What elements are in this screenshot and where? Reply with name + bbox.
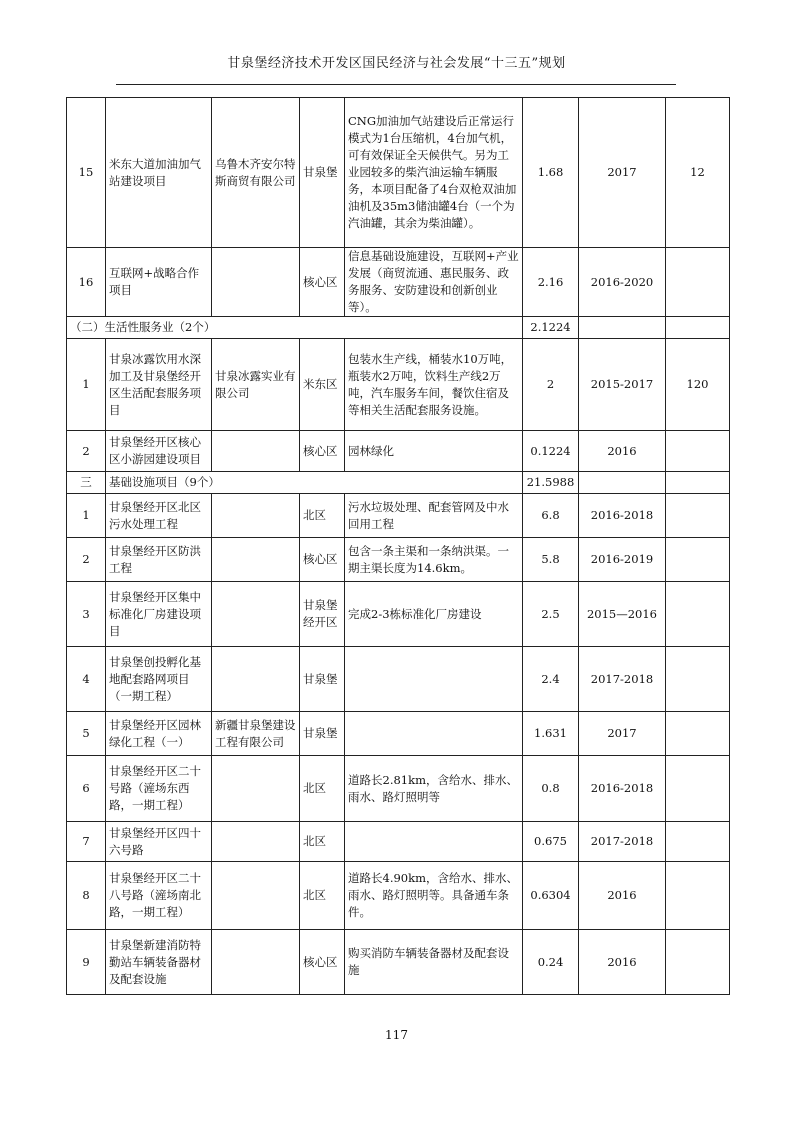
cell-company <box>212 248 300 317</box>
cell-company <box>212 822 300 862</box>
cell-period: 2017-2018 <box>579 647 666 712</box>
cell-project-name: 甘泉堡经开区二十八号路（滻场南北路，一期工程） <box>106 862 212 930</box>
cell-extra <box>666 647 730 712</box>
cell-project-name: 互联网+战略合作项目 <box>106 248 212 317</box>
cell-content: 完成2-3栋标准化厂房建设 <box>345 582 523 647</box>
cell-section-label: （二）生活性服务业（2个） <box>67 317 523 339</box>
cell-investment: 2.5 <box>523 582 579 647</box>
cell-number: 16 <box>67 248 106 317</box>
header-divider <box>116 84 676 85</box>
cell-period: 2016-2018 <box>579 756 666 822</box>
cell-location: 甘泉堡 <box>300 712 345 756</box>
cell-location: 核心区 <box>300 248 345 317</box>
cell-number: 8 <box>67 862 106 930</box>
cell-location: 核心区 <box>300 431 345 472</box>
cell-content <box>345 647 523 712</box>
cell-investment: 0.24 <box>523 930 579 995</box>
cell-content: 信息基础设施建设，互联网+产业发展（商贸流通、惠民服务、政务服务、安防建设和创新创业等）。 <box>345 248 523 317</box>
cell-number: 2 <box>67 431 106 472</box>
cell-content: 道路长2.81km，含给水、排水、雨水、路灯照明等 <box>345 756 523 822</box>
table-row <box>67 538 730 582</box>
cell-project-name: 甘泉堡新建消防特勤站车辆装备器材及配套设施 <box>106 930 212 995</box>
cell-extra <box>666 930 730 995</box>
cell-investment: 0.675 <box>523 822 579 862</box>
cell-location: 甘泉堡 <box>300 98 345 248</box>
cell-investment: 2 <box>523 339 579 431</box>
cell-period: 2015-2017 <box>579 339 666 431</box>
cell-content <box>345 712 523 756</box>
cell-extra: 12 <box>666 98 730 248</box>
cell-number: 5 <box>67 712 106 756</box>
cell-period: 2017 <box>579 98 666 248</box>
table-row <box>67 431 730 472</box>
cell-company <box>212 647 300 712</box>
cell-project-name: 甘泉堡经开区防洪工程 <box>106 538 212 582</box>
cell-company <box>212 930 300 995</box>
cell-content: 包装水生产线，桶装水10万吨，瓶装水2万吨，饮料生产线2万吨，汽车服务车间，餐饮住宿及等相关生活配套服务设施。 <box>345 339 523 431</box>
cell-project-name: 甘泉冰露饮用水深加工及甘泉堡经开区生活配套服务项目 <box>106 339 212 431</box>
cell-extra <box>666 538 730 582</box>
cell-company <box>212 538 300 582</box>
cell-company <box>212 582 300 647</box>
cell-location: 北区 <box>300 756 345 822</box>
section-row <box>67 472 730 494</box>
cell-extra <box>666 712 730 756</box>
cell-extra <box>666 582 730 647</box>
cell-extra <box>666 822 730 862</box>
cell-extra: 120 <box>666 339 730 431</box>
table-row <box>67 756 730 822</box>
page-number: 117 <box>385 1028 408 1042</box>
cell-location: 北区 <box>300 494 345 538</box>
cell-period: 2015—2016 <box>579 582 666 647</box>
cell-number: 1 <box>67 494 106 538</box>
cell-project-name: 甘泉堡经开区北区污水处理工程 <box>106 494 212 538</box>
cell-section-investment: 2.1224 <box>523 317 579 339</box>
cell-project-name: 甘泉堡经开区二十号路（滻场东西路，一期工程） <box>106 756 212 822</box>
table-row <box>67 248 730 317</box>
cell-company <box>212 431 300 472</box>
cell-period: 2016 <box>579 431 666 472</box>
cell-project-name: 甘泉堡经开区园林绿化工程（一） <box>106 712 212 756</box>
cell-content: 污水垃圾处理、配套管网及中水回用工程 <box>345 494 523 538</box>
cell-number: 2 <box>67 538 106 582</box>
cell-content: 包含一条主渠和一条纳洪渠。一期主渠长度为14.6km。 <box>345 538 523 582</box>
cell-location: 北区 <box>300 862 345 930</box>
table-row <box>67 647 730 712</box>
cell-content: 购买消防车辆装备器材及配套设施 <box>345 930 523 995</box>
cell-investment: 2.4 <box>523 647 579 712</box>
table-row <box>67 98 730 248</box>
cell-location: 甘泉堡 <box>300 647 345 712</box>
cell-empty <box>666 472 730 494</box>
cell-company: 乌鲁木齐安尔特斯商贸有限公司 <box>212 98 300 248</box>
cell-location: 核心区 <box>300 538 345 582</box>
cell-project-name: 甘泉堡经开区四十六号路 <box>106 822 212 862</box>
project-table-body <box>67 98 730 995</box>
cell-period: 2016-2018 <box>579 494 666 538</box>
table-row <box>67 712 730 756</box>
cell-project-name: 甘泉堡创投孵化基地配套路网项目（一期工程） <box>106 647 212 712</box>
cell-investment: 0.8 <box>523 756 579 822</box>
page-header-title: 甘泉堡经济技术开发区国民经济与社会发展“十三五”规划 <box>227 56 566 71</box>
cell-period: 2016-2020 <box>579 248 666 317</box>
cell-location: 核心区 <box>300 930 345 995</box>
cell-number: 15 <box>67 98 106 248</box>
cell-number: 4 <box>67 647 106 712</box>
cell-investment: 0.1224 <box>523 431 579 472</box>
table-row <box>67 862 730 930</box>
cell-content: CNG加油加气站建设后正常运行模式为1台压缩机，4台加气机，可有效保证全天候供气。另为工业园较多的柴汽油运输车辆服务，本项目配备了4台双枪双油加油机及35m3储油罐4台（一个为汽油罐，其余为柴油罐）。 <box>345 98 523 248</box>
cell-empty <box>579 317 666 339</box>
cell-content: 园林绿化 <box>345 431 523 472</box>
cell-extra <box>666 494 730 538</box>
cell-project-name: 甘泉堡经开区核心区小游园建设项目 <box>106 431 212 472</box>
project-table <box>66 97 730 995</box>
cell-investment: 5.8 <box>523 538 579 582</box>
cell-period: 2016 <box>579 862 666 930</box>
cell-content: 道路长4.90km，含给水、排水、雨水、路灯照明等。具备通车条件。 <box>345 862 523 930</box>
cell-investment: 2.16 <box>523 248 579 317</box>
cell-number: 3 <box>67 582 106 647</box>
cell-company <box>212 494 300 538</box>
cell-extra <box>666 756 730 822</box>
cell-company: 新疆甘泉堡建设工程有限公司 <box>212 712 300 756</box>
table-row <box>67 582 730 647</box>
cell-period: 2017 <box>579 712 666 756</box>
cell-project-name: 米东大道加油加气站建设项目 <box>106 98 212 248</box>
cell-number: 1 <box>67 339 106 431</box>
cell-investment: 1.631 <box>523 712 579 756</box>
table-row <box>67 339 730 431</box>
cell-period: 2016 <box>579 930 666 995</box>
cell-location: 甘泉堡经开区 <box>300 582 345 647</box>
cell-period: 2017-2018 <box>579 822 666 862</box>
cell-investment: 6.8 <box>523 494 579 538</box>
cell-number: 7 <box>67 822 106 862</box>
cell-investment: 0.6304 <box>523 862 579 930</box>
table-row <box>67 930 730 995</box>
cell-period: 2016-2019 <box>579 538 666 582</box>
cell-company: 甘泉冰露实业有限公司 <box>212 339 300 431</box>
cell-extra <box>666 862 730 930</box>
cell-content <box>345 822 523 862</box>
table-row <box>67 822 730 862</box>
cell-project-name: 甘泉堡经开区集中标准化厂房建设项目 <box>106 582 212 647</box>
cell-company <box>212 862 300 930</box>
cell-number: 9 <box>67 930 106 995</box>
cell-extra <box>666 248 730 317</box>
cell-empty <box>666 317 730 339</box>
cell-company <box>212 756 300 822</box>
cell-section-number: 三 <box>67 472 106 494</box>
cell-investment: 1.68 <box>523 98 579 248</box>
section-row <box>67 317 730 339</box>
cell-location: 北区 <box>300 822 345 862</box>
table-row <box>67 494 730 538</box>
cell-location: 米东区 <box>300 339 345 431</box>
cell-extra <box>666 431 730 472</box>
cell-section-investment: 21.5988 <box>523 472 579 494</box>
cell-number: 6 <box>67 756 106 822</box>
cell-section-label: 基础设施项目（9个） <box>106 472 523 494</box>
cell-empty <box>579 472 666 494</box>
